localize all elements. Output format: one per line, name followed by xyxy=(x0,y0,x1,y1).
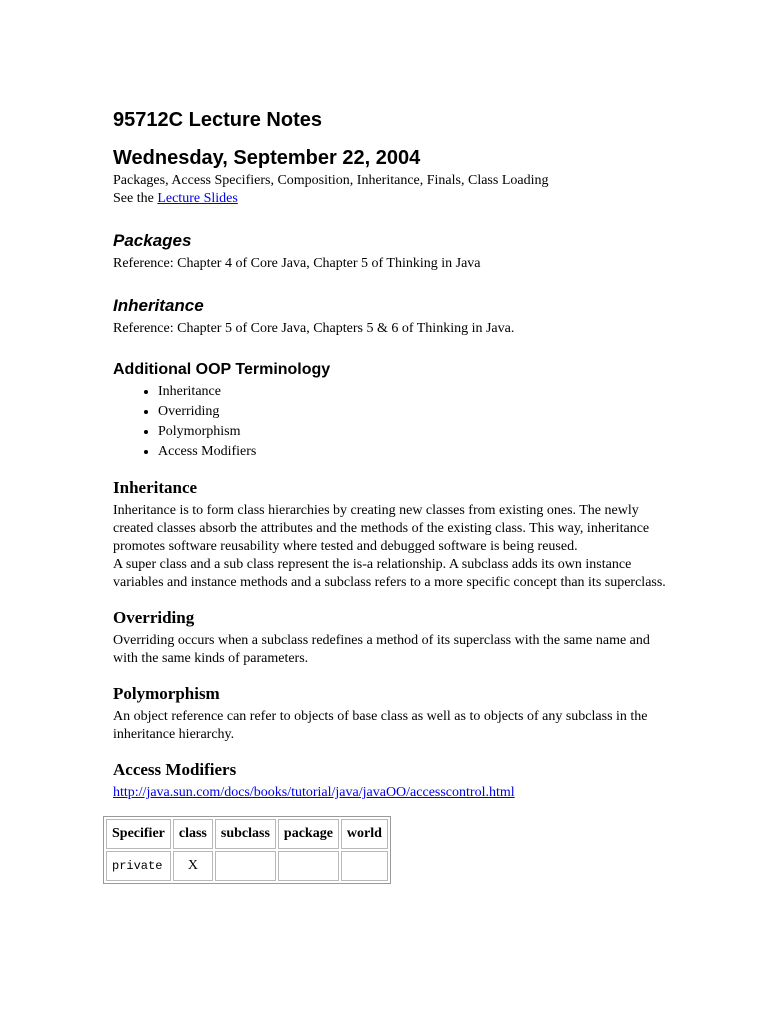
topics-line: Packages, Access Specifiers, Composition, Inheritance, Finals, Class Loading xyxy=(113,173,549,188)
inheritance-reference-heading: Inheritance xyxy=(113,296,204,315)
polymorphism-text: An object reference can refer to objects of base class as well as to objects of any subclass in the inheritance hierarchy. xyxy=(113,709,648,742)
cell-class: X xyxy=(173,851,213,881)
header-package: package xyxy=(278,819,339,849)
list-item: • Inheritance xyxy=(158,382,673,402)
inheritance-reference: Reference: Chapter 5 of Core Java, Chapters 5 & 6 of Thinking in Java. xyxy=(113,321,515,336)
access-control-link[interactable]: http://java.sun.com/docs/books/tutorial/java/javaOO/accesscontrol.html xyxy=(113,785,515,800)
packages-reference: Reference: Chapter 4 of Core Java, Chapter 5 of Thinking in Java xyxy=(113,256,481,271)
header-specifier: Specifier xyxy=(106,819,171,849)
see-prefix: See the xyxy=(113,191,158,206)
access-control-link-line xyxy=(113,784,673,802)
cell-specifier: private xyxy=(106,851,171,881)
lecture-slides-link[interactable]: Lecture Slides xyxy=(157,191,238,206)
list-item: • Polymorphism xyxy=(158,422,673,442)
header-world: world xyxy=(341,819,388,849)
access-modifiers-table xyxy=(103,816,391,884)
cell-package xyxy=(278,851,339,881)
overriding-text: Overriding occurs when a subclass redefines a method of its superclass with the same name and with the same kinds of parameters. xyxy=(113,633,650,666)
list-item: • Overriding xyxy=(158,402,673,422)
list-item: • Access Modifiers xyxy=(158,442,673,462)
cell-subclass xyxy=(215,851,276,881)
cell-world xyxy=(341,851,388,881)
table-row xyxy=(106,851,388,881)
lecture-date: Wednesday, September 22, 2004 xyxy=(113,147,421,169)
header-class: class xyxy=(173,819,213,849)
inheritance-heading: Inheritance xyxy=(113,478,198,497)
inheritance-paragraph-2: A super class and a sub class represent the is-a relationship. A subclass adds its own instance variables and instance methods and a subclass refers to a more specific concept than its superclass. xyxy=(113,557,666,590)
table-header-row xyxy=(106,819,388,849)
terminology-heading-text: Additional OOP Terminology xyxy=(113,361,331,378)
terminology-heading xyxy=(113,360,673,380)
packages-heading: Packages xyxy=(113,231,192,250)
terminology-list xyxy=(113,382,673,462)
page-title: 95712C Lecture Notes xyxy=(113,109,322,131)
header-subclass: subclass xyxy=(215,819,276,849)
access-modifiers-heading: Access Modifiers xyxy=(113,760,237,779)
see-slides-line xyxy=(113,190,673,208)
polymorphism-heading: Polymorphism xyxy=(113,684,220,703)
inheritance-paragraph-1: Inheritance is to form class hierarchies by creating new classes from existing ones. The newly created classes absorb the attributes and the methods of the existing class. This way, inheritance promotes software reusability where tested and debugged software is being reused. xyxy=(113,503,650,554)
overriding-heading: Overriding xyxy=(113,608,195,627)
lecture-notes-page xyxy=(113,106,673,884)
